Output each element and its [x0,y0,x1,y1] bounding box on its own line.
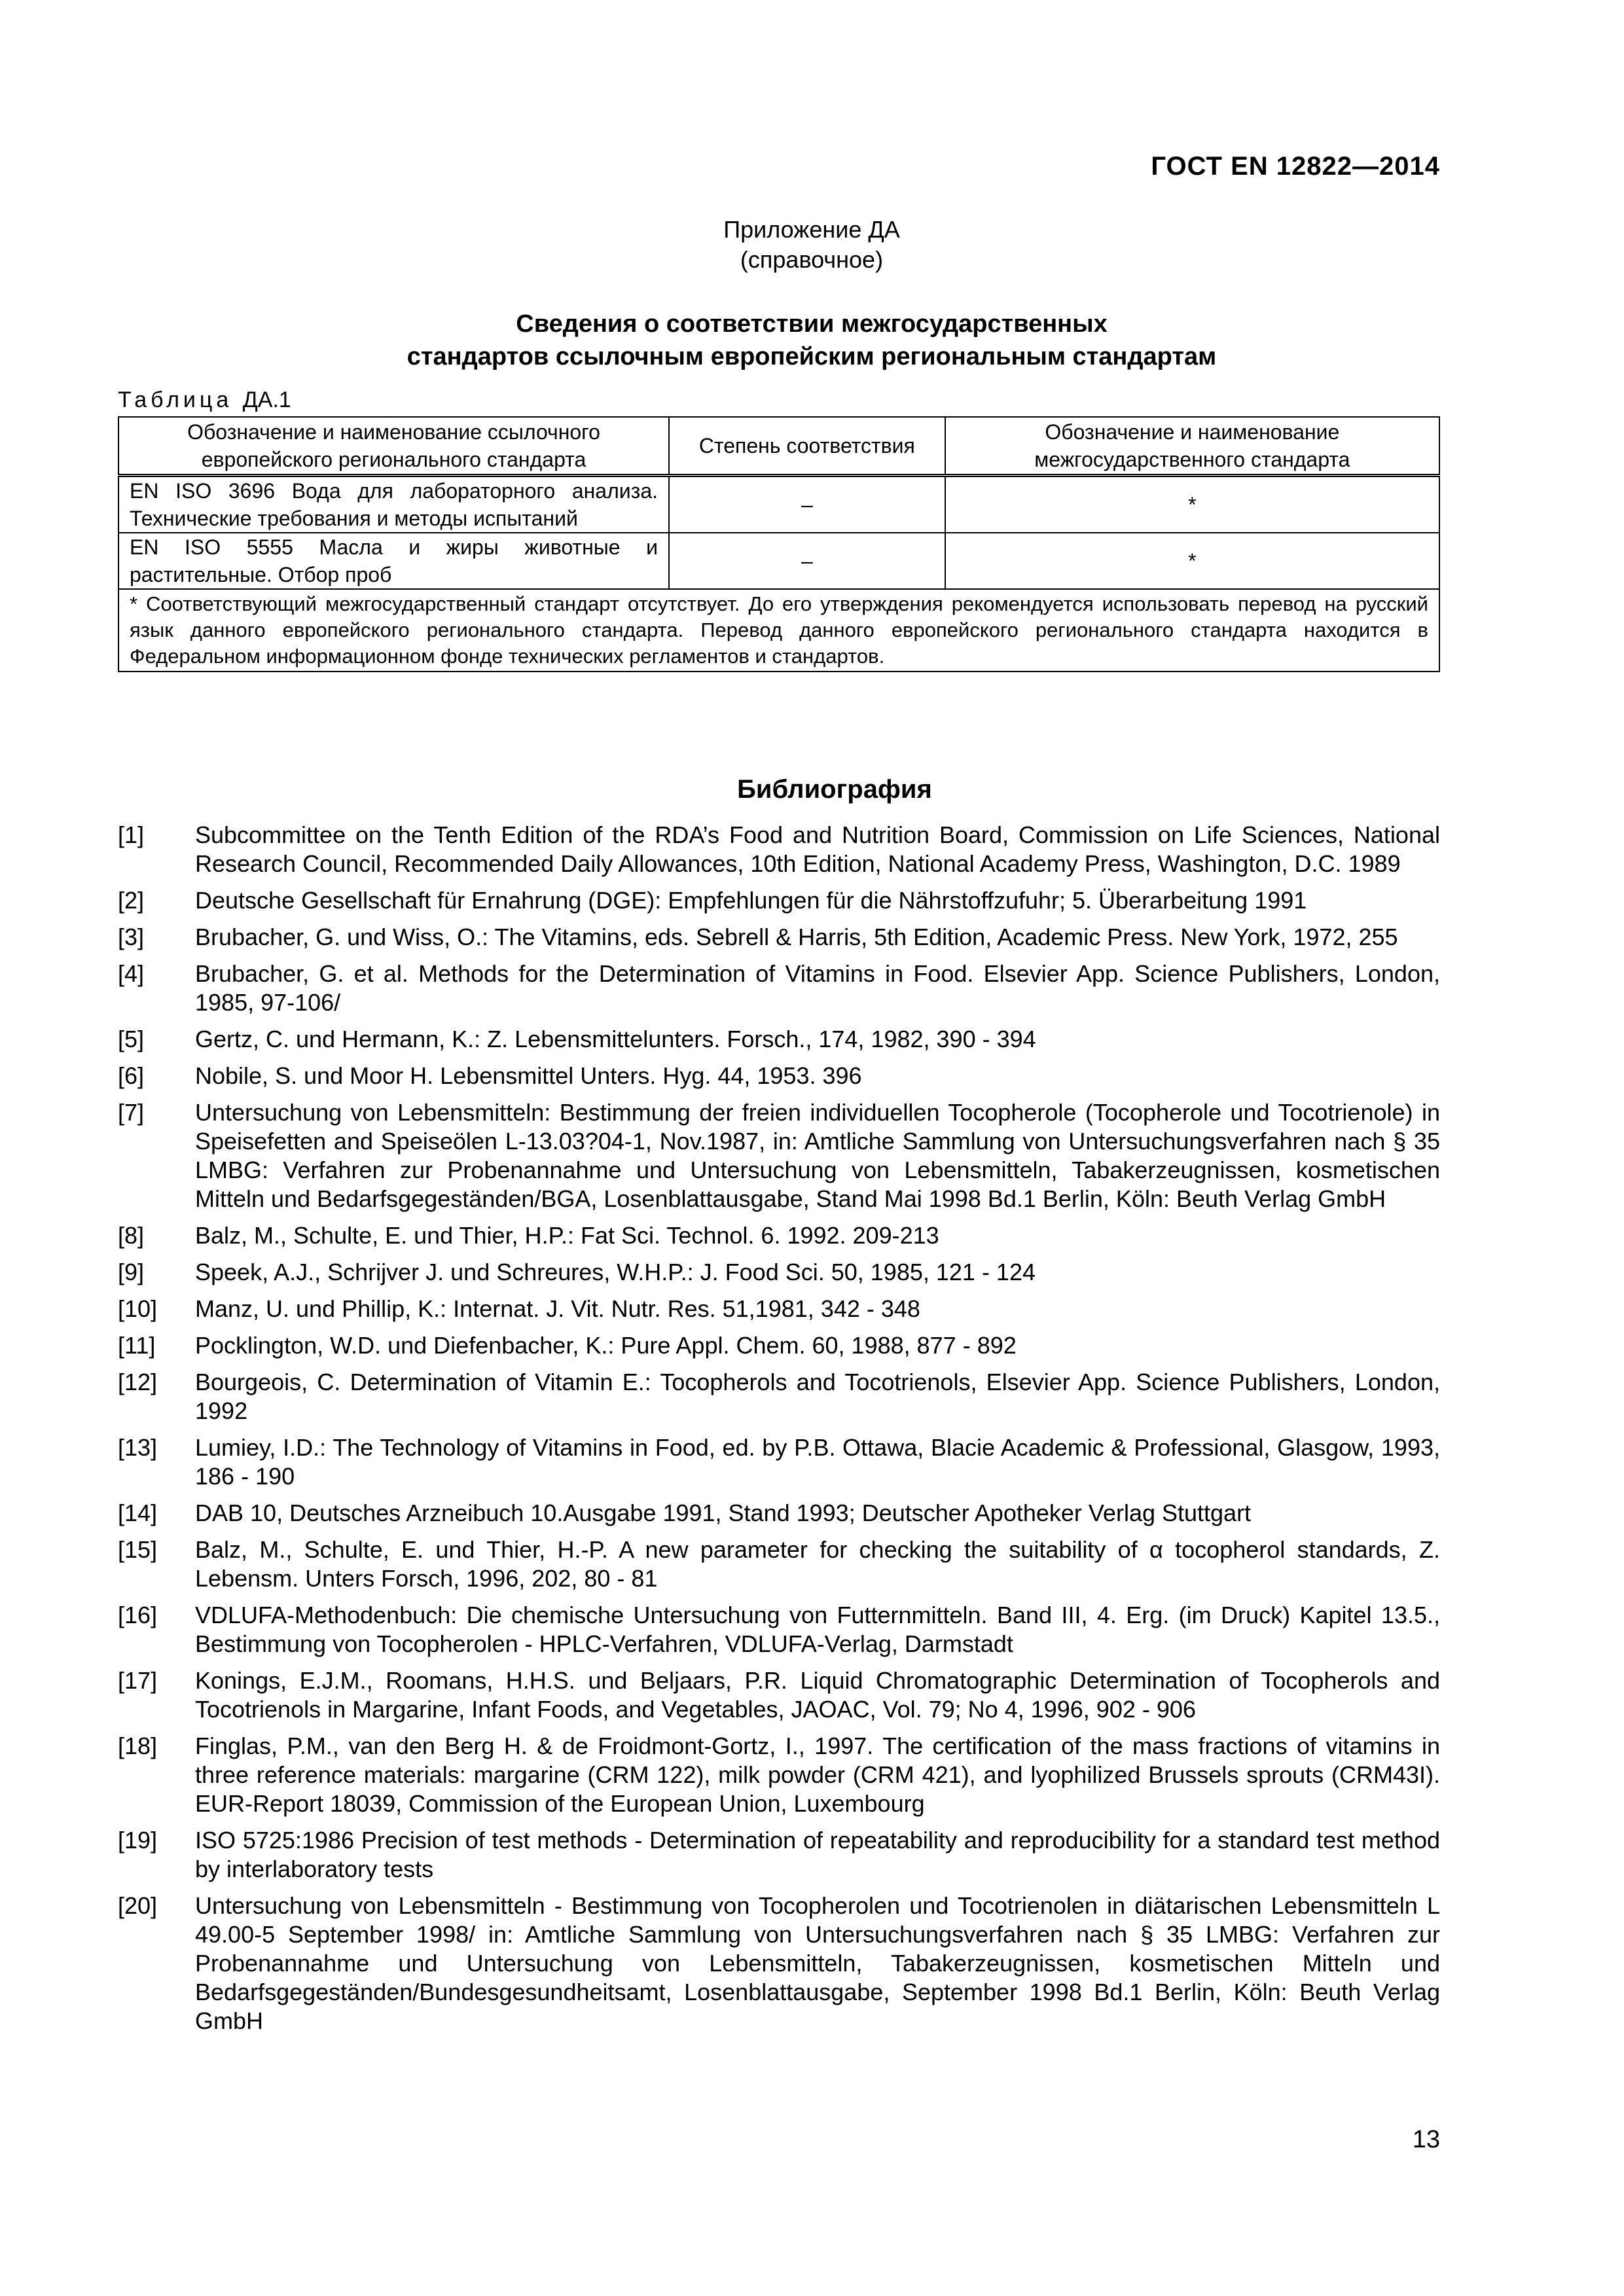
table-caption [118,387,291,413]
bibliography-item-text: Manz, U. und Phillip, K.: Internat. J. Vit. Nutr. Res. 51,1981, 342 - 348 [195,1295,920,1322]
column-header-interstate: Обозначение и наименование межгосударственного стандарта [945,417,1439,476]
table-caption-number: ДА.1 [242,387,291,412]
bibliography-item [118,1601,1440,1659]
bibliography-item-text: DAB 10, Deutsches Arzneibuch 10.Ausgabe 1991, Stand 1993; Deutscher Apotheker Verlag Stuttgart [195,1499,1252,1526]
bibliography-item-text: Finglas, P.M., van den Berg H. & de Froidmont-Gortz, I., 1997. The certification of the mass fractions of vitamins in three reference materials: margarine (CRM 122), milk powder (CRM 421), and lyophilized Brussels sprouts (CRM43I). EUR-Report 18039, Commission of the European Union, Luxembourg [195,1732,1440,1817]
bibliography-item-text: Balz, M., Schulte, E. und Thier, H.P.: Fat Sci. Technol. 6. 1992. 209-213 [195,1222,939,1249]
bibliography-item-number: [16] [118,1602,158,1628]
cell-interstate: * [945,533,1439,589]
bibliography-item-text: Gertz, C. und Hermann, K.: Z. Lebensmittelunters. Forsch., 174, 1982, 390 - 394 [195,1026,1036,1052]
cell-degree: – [669,533,945,589]
bibliography-item [118,1331,1440,1360]
bibliography-item-number: [15] [118,1536,158,1563]
bibliography-item-number: [1] [118,821,145,848]
bibliography-item-number: [5] [118,1026,145,1052]
table-row [118,476,1439,533]
annex-heading-line-1: Сведения о соответствии межгосударственных [516,310,1108,338]
cell-interstate: * [945,476,1439,533]
bibliography-item-text: Subcommittee on the Tenth Edition of the RDA’s Food and Nutrition Board, Commission on Life Sciences, National Research Council, Recommended Daily Allowances, 10th Edition, National Academy Press, Washington, D.C. 1989 [195,821,1440,877]
annex-heading [118,308,1506,373]
bibliography-item-text: Balz, M., Schulte, E. und Thier, H.-P. A new parameter for checking the suitability of α tocopherol standards, Z. Lebensm. Unters Forsch, 1996, 202, 80 - 81 [195,1536,1440,1592]
table-row [118,533,1439,589]
bibliography-item-number: [18] [118,1732,158,1759]
bibliography-item-number: [17] [118,1667,158,1694]
correspondence-table [118,416,1440,672]
annex-title: Приложение ДА [723,216,900,243]
bibliography-item-number: [8] [118,1222,145,1249]
bibliography-item [118,886,1440,915]
bibliography-item [118,1221,1440,1250]
bibliography-item-number: [3] [118,924,145,950]
bibliography-item [118,1098,1440,1213]
bibliography-item-text: Untersuchung von Lebensmitteln: Bestimmung der freien individuellen Tocopherole (Tocopherole und Tocotrienole) in Speisefetten and Speiseölen L-13.03?04-1, Nov.1987, in: Amtliche Sammlung von Untersuchungsverfahren nach § 35 LMBG: Verfahren zur Probenannahme und Untersuchung von Lebensmitteln, Tabakerzeugnissen, kosmetischen Mitteln und Bedarfsgegeständen/BGA, Losenblattausgabe, Stand Mai 1998 Bd.1 Berlin, Köln: Beuth Verlag GmbH [195,1099,1440,1212]
bibliography-item [118,1666,1440,1724]
annex-type: (справочное) [740,246,884,273]
annex-heading-line-2: стандартов ссылочным европейским региональным стандартам [406,343,1217,370]
bibliography-item-text: Pocklington, W.D. und Diefenbacher, K.: Pure Appl. Chem. 60, 1988, 877 - 892 [195,1332,1017,1359]
cell-reference: EN ISO 5555 Масла и жиры животные и растительные. Отбор проб [118,533,669,589]
column-header-degree: Степень соответствия [669,417,945,476]
bibliography-item-number: [11] [118,1332,156,1359]
bibliography-item-number: [10] [118,1295,158,1322]
cell-degree: – [669,476,945,533]
bibliography-item-number: [6] [118,1062,145,1089]
bibliography-list [118,821,1440,2043]
bibliography-item-text: Konings, E.J.M., Roomans, H.H.S. und Beljaars, P.R. Liquid Chromatographic Determination of Tocopherols and Tocotrienols in Margarine, Infant Foods, and Vegetables, JAOAC, Vol. 79; No 4, 1996, 902 - 906 [195,1667,1440,1723]
bibliography-item-text: Brubacher, G. et al. Methods for the Determination of Vitamins in Food. Elsevier App. Science Publishers, London, 1985, 97-106/ [195,960,1440,1016]
bibliography-title: Библиография [737,775,932,804]
bibliography-item-text: VDLUFA-Methodenbuch: Die chemische Untersuchung von Futternmitteln. Band III, 4. Erg. (im Druck) Kapitel 13.5., Bestimmung von Tocopherolen - HPLC-Verfahren, VDLUFA-Verlag, Darmstadt [195,1602,1440,1657]
bibliography-item-number: [4] [118,960,145,987]
bibliography-item-number: [20] [118,1892,158,1919]
page-number: 13 [1412,2126,1440,2153]
bibliography-item-text: Untersuchung von Lebensmitteln - Bestimmung von Tocopherolen und Tocotrienolen in diätarischen Lebensmitteln L 49.00-5 September 1998/ in: Amtliche Sammlung von Untersuchungsverfahren nach § 35 LMBG: Verfahren zur Probenannahme und Untersuchung von Lebensmitteln, Tabakerzeugnissen, kosmetischen Mitteln und Bedarfsgegeständen/Bundesgesundheitsamt, Losenblattausgabe, September 1998 Bd.1 Berlin, Köln: Beuth Verlag GmbH [195,1892,1440,2034]
bibliography-item [118,1258,1440,1287]
bibliography-item-text: ISO 5725:1986 Precision of test methods - Determination of repeatability and reproducibility for a standard test method by interlaboratory tests [195,1827,1440,1882]
cell-reference: EN ISO 3696 Вода для лабораторного анализа. Технические требования и методы испытаний [118,476,669,533]
annex-label [118,215,1506,275]
bibliography-item [118,1892,1440,2036]
bibliography-item-number: [12] [118,1369,158,1395]
bibliography-item [118,1433,1440,1491]
bibliography-item [118,1295,1440,1323]
bibliography-item [118,923,1440,952]
bibliography-item [118,1368,1440,1426]
bibliography-item-number: [19] [118,1827,158,1854]
bibliography-item-text: Brubacher, G. und Wiss, O.: The Vitamins, eds. Sebrell & Harris, 5th Edition, Academic Press. New York, 1972, 255 [195,924,1398,950]
bibliography-item-number: [2] [118,887,145,914]
bibliography-item-number: [9] [118,1259,145,1285]
table-note: * Соответствующий межгосударственный стандарт отсутствует. До его утверждения рекомендуется использовать перевод на русский язык данного европейского регионального стандарта. Перевод данного европейского регионального стандарта находится в Федеральном информационном фонде технических регламентов и стандартов. [118,589,1439,672]
bibliography-item-text: Speek, A.J., Schrijver J. und Schreures, W.H.P.: J. Food Sci. 50, 1985, 121 - 124 [195,1259,1036,1285]
table-note-row [118,589,1439,672]
bibliography-item [118,821,1440,878]
bibliography-item-text: Nobile, S. und Moor H. Lebensmittel Unters. Hyg. 44, 1953. 396 [195,1062,862,1089]
bibliography-item-text: Deutsche Gesellschaft für Ernahrung (DGE): Empfehlungen für die Nährstoffzufuhr; 5. Überarbeitung 1991 [195,887,1307,914]
bibliography-item-number: [14] [118,1499,158,1526]
bibliography-item-number: [13] [118,1434,158,1461]
bibliography-item-text: Lumiey, I.D.: The Technology of Vitamins in Food, ed. by P.B. Ottawa, Blacie Academic & Professional, Glasgow, 1993, 186 - 190 [195,1434,1440,1490]
bibliography-item [118,1826,1440,1884]
column-header-reference: Обозначение и наименование ссылочного европейского регионального стандарта [118,417,669,476]
bibliography-item [118,1535,1440,1593]
bibliography-item [118,960,1440,1017]
bibliography-item-text: Bourgeois, C. Determination of Vitamin E.: Tocopherols and Tocotrienols, Elsevier App. Science Publishers, London, 1992 [195,1369,1440,1424]
table-caption-prefix: Таблица [118,387,233,412]
bibliography-item-number: [7] [118,1099,145,1126]
bibliography-item [118,1025,1440,1054]
bibliography-item [118,1732,1440,1818]
bibliography-item [118,1499,1440,1528]
document-code: ГОСТ EN 12822—2014 [1151,152,1440,181]
bibliography-item [118,1062,1440,1090]
table-header-row [118,417,1439,476]
